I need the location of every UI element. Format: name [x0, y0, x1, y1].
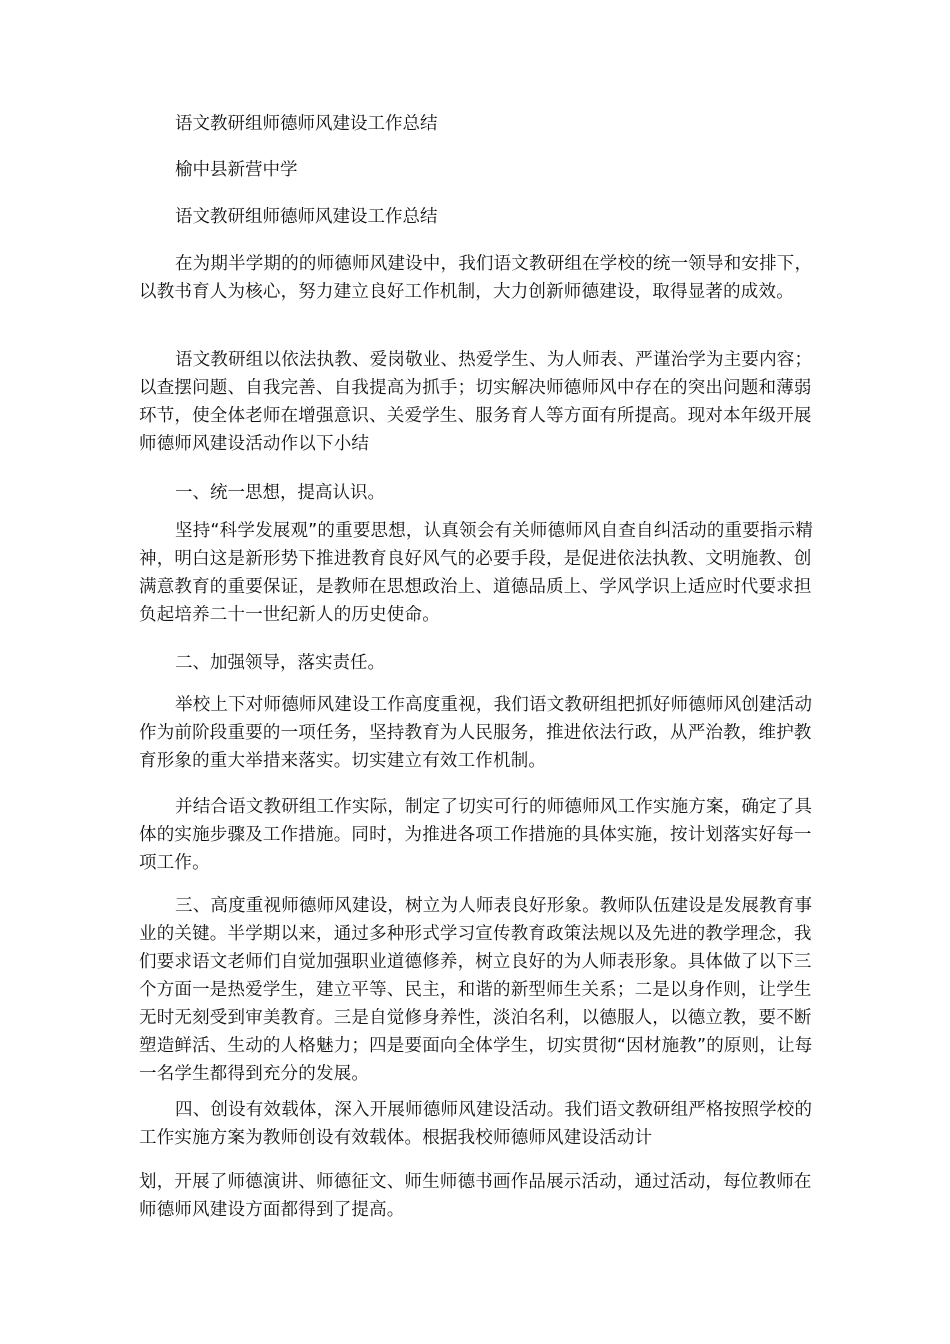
- paragraph-section-2: 举校上下对师德师风建设工作高度重视，我们语文教研组把抓好师德师风创建活动作为前阶段重要的一项任务，坚持教育为人民服务，推进依法行政，从严治教，维护教育形象的重大举措来落实。切实建立有效工作机制。: [139, 695, 813, 771]
- school-name: 榆中县新营中学: [175, 160, 298, 180]
- document-subtitle: 语文教研组师德师风建设工作总结: [175, 207, 438, 227]
- paragraph-plan: 并结合语文教研组工作实际，制定了切实可行的师德师风工作实施方案，确定了具体的实施步骤及工作措施。同时，为推进各项工作措施的具体实施，按计划落实好每一项工作。: [139, 797, 813, 873]
- paragraph-section-3: 三、高度重视师德师风建设，树立为人师表良好形象。教师队伍建设是发展教育事业的关键。半学期以来，通过多种形式学习宣传教育政策法规以及先进的教学理念，我们要求语文老师们自觉加强职业道德修养，树立良好的为人师表形象。具体做了以下三个方面一是热爱学生，建立平等、民主，和谐的新型师生关系；二是以身作则，让学生无时无刻受到审美教育。三是自觉修身养性，淡泊名利，以德服人，以德立教，要不断塑造鲜活、生动的人格魅力；四是要面向全体学生，切实贯彻“因材施教”的原则，让每一名学生都得到充分的发展。: [139, 896, 813, 1084]
- section-heading-1: 一、统一思想，提高认识。: [175, 483, 385, 503]
- paragraph-section-4: 四、创设有效载体，深入开展师德师风建设活动。我们语文教研组严格按照学校的工作实施方案为教师创设有效载体。根据我校师德师风建设活动计: [139, 1100, 813, 1148]
- paragraph-continuation: 划，开展了师德演讲、师德征文、师生师德书画作品展示活动，通过活动，每位教师在师德师风建设方面都得到了提高。: [139, 1172, 812, 1220]
- paragraph-focus: 语文教研组以依法执教、爱岗敬业、热爱学生、为人师表、严谨治学为主要内容；以查摆问题、自我完善、自我提高为抓手；切实解决师德师风中存在的突出问题和薄弱环节，使全体老师在增强意识、关爱学生、服务育人等方面有所提高。现对本年级开展师德师风建设活动作以下小结: [139, 350, 813, 454]
- document-title: 语文教研组师德师风建设工作总结: [175, 114, 438, 134]
- paragraph-section-1: 坚持“科学发展观”的重要思想，认真领会有关师德师风自查自纠活动的重要指示精神，明白这是新形势下推进教育良好风气的必要手段，是促进依法执教、文明施教、创满意教育的重要保证，是教师在思想政治上、道德品质上、学风学识上适应时代要求担负起培养二十一世纪新人的历史使命。: [139, 521, 814, 625]
- paragraph-intro: 在为期半学期的的师德师风建设中，我们语文教研组在学校的统一领导和安排下，以教书育人为核心，努力建立良好工作机制，大力创新师德建设，取得显著的成效。: [139, 254, 813, 302]
- section-heading-2: 二、加强领导，落实责任。: [175, 653, 385, 673]
